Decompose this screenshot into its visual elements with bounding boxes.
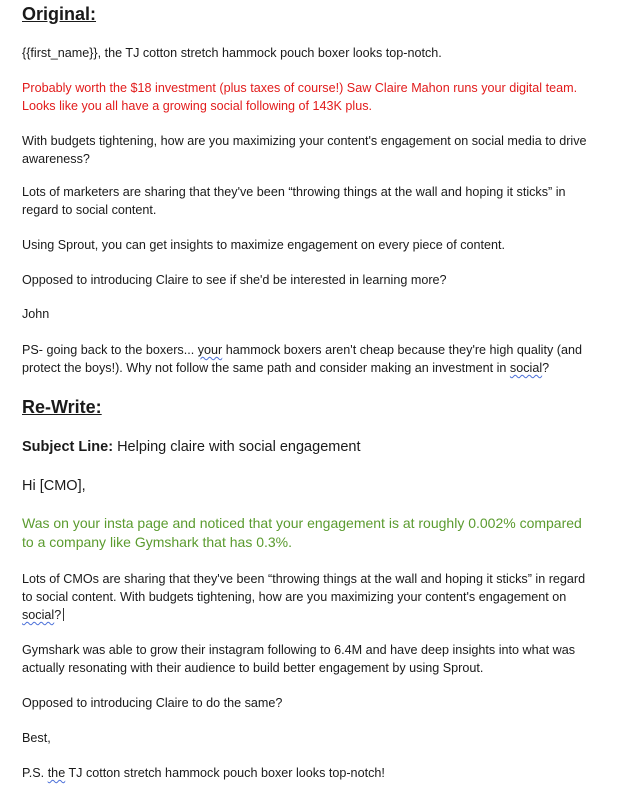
subject-label: Subject Line: <box>22 439 114 455</box>
text-cursor <box>63 608 64 621</box>
original-ps: PS- going back to the boxers... your hammock boxers aren't cheap because they're high quality (and protect the boys!). Why not follow the same path and consider making an investment in social? <box>22 343 582 375</box>
spellcheck-word[interactable]: social <box>22 608 55 622</box>
rewrite-highlight: Was on your insta page and noticed that your engagement is at roughly 0.002% compared to a company like Gymshark that has 0.3%. <box>22 515 582 550</box>
rewrite-paragraph-2: Gymshark was able to grow their instagram following to 6.4M and have deep insights into what was actually resonating with their audience to build better engagement by using Sprout. <box>22 643 576 675</box>
rewrite-paragraph-1: Lots of CMOs are sharing that they've been “throwing things at the wall and hoping it sticks” in regard to social content. With budgets tightening, how are you maximizing your content's engagement on social? <box>22 572 586 622</box>
original-paragraph-2: Lots of marketers are sharing that they've been “throwing things at the wall and hoping it sticks” in regard to social content. <box>22 185 566 217</box>
original-paragraph-4: Opposed to introducing Claire to see if she'd be interested in learning more? <box>22 273 447 287</box>
original-intro: {{first_name}}, the TJ cotton stretch hammock pouch boxer looks top-notch. <box>22 46 442 60</box>
rewrite-paragraph-3: Opposed to introducing Claire to do the same? <box>22 696 283 710</box>
rewrite-signature: Best, <box>22 731 51 745</box>
spellcheck-word[interactable]: your <box>197 343 223 357</box>
original-heading: Original: <box>22 4 97 24</box>
rewrite-greeting: Hi [CMO], <box>22 478 86 494</box>
original-paragraph-1: With budgets tightening, how are you maximizing your content's engagement on social media to drive awareness? <box>22 134 587 166</box>
rewrite-heading: Re-Write: <box>22 397 102 417</box>
original-signature: John <box>22 307 50 321</box>
original-highlight: Probably worth the $18 investment (plus taxes of course!) Saw Claire Mahon runs your digital team. Looks like you all have a growing social following of 143K plus. <box>22 81 578 113</box>
original-paragraph-3: Using Sprout, you can get insights to maximize engagement on every piece of content. <box>22 238 506 252</box>
rewrite-ps: P.S. the TJ cotton stretch hammock pouch boxer looks top-notch! <box>22 766 385 780</box>
rewrite-subject-line <box>22 438 597 456</box>
spellcheck-word[interactable]: social <box>509 361 543 375</box>
subject-text: Helping claire with social engagement <box>113 439 361 455</box>
spellcheck-word[interactable]: the <box>47 766 66 780</box>
